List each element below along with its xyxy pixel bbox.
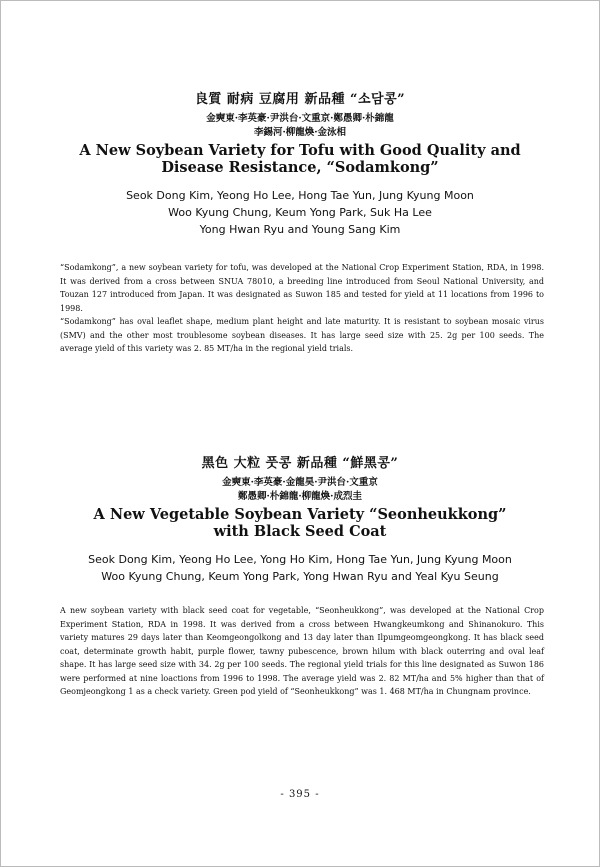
english-authors-line: Seok Dong Kim, Yeong Ho Lee, Hong Tae Yun, Jung Kyung Moon [126,189,474,202]
abstract-paragraph: “Sodamkong” has oval leaflet shape, medium plant height and late maturity. It is resistant to soybean mosaic virus (SMV) and the other most troublesome soybean diseases. It has large seed size with 25. 2g per 100 seeds. The average yield of this variety was 2. 85 MT/ha in the regional yield trials. [60,317,544,353]
english-title-line: with Black Seed Coat [213,523,387,540]
english-title-line: Disease Resistance, “Sodamkong” [161,159,439,176]
abstract-paragraph: A new soybean variety with black seed coat for vegetable, “Seonheukkong”, was developed at the National Crop Experiment Station, RDA in 1998. It was derived from a cross between Hwangkeumkong and Shinanokuro. This variety matures 29 days later than Keomgeongolkong and 13 day later than Ilpumgeomgeongkong. It has black seed coat, determinate growth habit, purple flower, tawny pubescence, brown hilum with black outerring and oval leaf shape. It has large seed size with 34. 2g per 100 seeds. The regional yield trials for this line designated as Suwon 186 were performed at nine loactions from 1996 to 1998. The average yield was 2. 82 MT/ha and 5% higher than that of Geomjeongkong 1 as a check variety. Green pod yield of “Seonheukkong” was 1. 468 MT/ha in Chungnam province. [60,606,544,696]
english-authors-line: Woo Kyung Chung, Keum Yong Park, Suk Ha Lee [168,206,432,219]
english-authors [0,551,600,585]
english-authors-line: Seok Dong Kim, Yeong Ho Lee, Yong Ho Kim, Hong Tae Yun, Jung Kyung Moon [88,553,512,566]
korean-authors [0,476,600,504]
korean-authors-line: 李錫河·柳龍煥·金泳相 [253,127,347,138]
korean-authors-line: 金奭東·李英豪·尹洪台·文重京·鄭愚卿·朴錦龍 [206,113,394,124]
abstract [60,604,544,699]
english-authors [0,187,600,238]
korean-title: 良質 耐病 豆腐用 新品種 “소담콩” [194,92,406,107]
english-title [0,506,600,540]
korean-authors-line: 鄭愚卿·朴錦龍·柳龍煥·成烈圭 [238,491,362,502]
korean-authors-line: 金奭東·李英豪·金龍昊·尹洪台·文重京 [222,477,378,488]
abstract [60,261,544,356]
article-seonheukkong [0,452,600,696]
english-authors-line: Woo Kyung Chung, Keum Yong Park, Yong Hwan Ryu and Yeal Kyu Seung [101,570,499,583]
english-authors-line: Yong Hwan Ryu and Young Sang Kim [199,223,401,236]
english-title [0,142,600,176]
page-number: - 395 - [280,789,320,800]
korean-title: 黑色 大粒 풋콩 新品種 “鮮黑콩” [201,456,399,471]
english-title-line: A New Soybean Variety for Tofu with Good Quality and [79,142,521,159]
korean-authors [0,112,600,140]
english-title-line: A New Vegetable Soybean Variety “Seonheukkong” [93,506,507,523]
article-sodamkong [0,88,600,353]
abstract-paragraph: “Sodamkong”, a new soybean variety for tofu, was developed at the National Crop Experiment Station, RDA, in 1998. It was derived from a cross between SNUA 78010, a breeding line introduced from Seoul National University, and Touzan 127 introduced from Japan. It was designated as Suwon 185 and tested for yield at 11 locations from 1996 to 1998. [60,263,544,313]
